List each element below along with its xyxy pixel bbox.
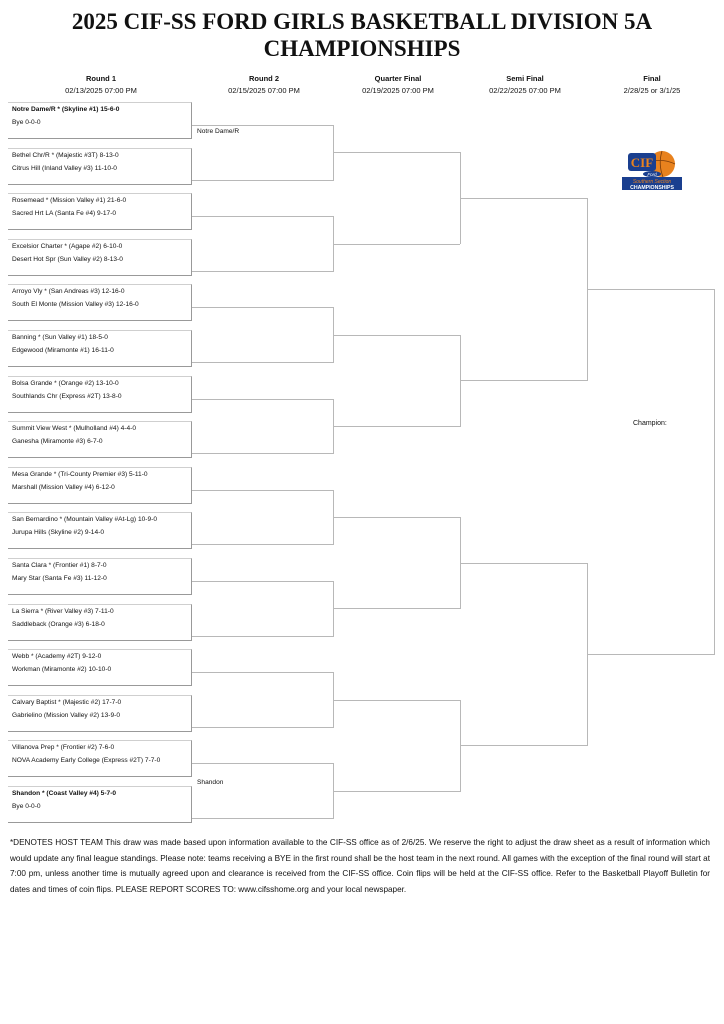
round-header — [36, 73, 166, 97]
quarterfinal-slot-line — [333, 517, 460, 518]
round-date: 02/13/2025 07:00 PM — [65, 86, 137, 95]
team-entry: Villanova Prep * (Frontier #2) 7-6-0 — [12, 744, 115, 752]
round-name: Round 1 — [86, 74, 116, 83]
team-entry: Webb * (Academy #2T) 9-12-0 — [12, 653, 102, 661]
round1-game — [8, 740, 192, 777]
team-entry: Jurupa Hills (Skyline #2) 9-14-0 — [12, 529, 104, 537]
round-header — [587, 73, 717, 97]
round2-slot-line — [192, 180, 333, 181]
round1-game — [8, 330, 192, 367]
quarterfinal-slot-line — [333, 335, 460, 336]
team-entry: Ganesha (Miramonte #3) 6-7-0 — [12, 438, 103, 446]
round1-game — [8, 102, 192, 139]
quarterfinal-slot-line — [333, 700, 460, 701]
team-entry: Edgewood (Miramonte #1) 16-11-0 — [12, 347, 114, 354]
team-entry: Rosemead * (Mission Valley #1) 21-6-0 — [12, 197, 127, 205]
footnote: *DENOTES HOST TEAM This draw was made based upon information available to the CIF-SS office as of 2/6/25. We reserve the right to adjust the draw sheet as a result of information which would update any final league standings. Please note: teams receiving a BYE in the first round shall be the host team in the next round. All games with the exception of the final round will start at 7:00 pm, unless another time is mutually agreed upon and clearance is received from the CIF-SS office. Coin flips will be held at the CIF-SS office. Refer to the Basketball Playoff Bulletin for dates and times of coin flips. PLEASE REPORT SCORES TO: www.cifsshome.org and your local newspaper. — [10, 838, 710, 894]
round2-slot-line — [192, 399, 333, 400]
round2-slot-line — [192, 544, 333, 545]
round2-slot-line — [192, 307, 333, 308]
round1-game — [8, 558, 192, 595]
round-date: 02/22/2025 07:00 PM — [489, 86, 561, 95]
logo-section-text: Southern Section — [632, 179, 672, 185]
team-entry: Gabrielino (Mission Valley #2) 13-9-0 — [12, 711, 120, 719]
round1-game — [8, 512, 192, 549]
round1-game — [8, 376, 192, 413]
semifinal-slot-line — [460, 563, 587, 564]
semifinal-slot-line — [460, 380, 587, 381]
team-entry: Bolsa Grande * (Orange #2) 13-10-0 — [12, 379, 119, 387]
round1-game — [8, 148, 192, 185]
team-entry: Excelsior Charter * (Agape #2) 6-10-0 — [12, 242, 123, 250]
round2-slot-line — [192, 672, 333, 673]
team-entry: Desert Hot Spr (Sun Valley #2) 8-13-0 — [12, 255, 123, 263]
team-entry: Citrus Hill (Inland Valley #3) 11-10-0 — [12, 164, 117, 172]
team-entry: La Sierra * (River Valley #3) 7-11-0 — [12, 607, 114, 615]
round-date: 2/28/25 or 3/1/25 — [623, 86, 681, 95]
team-entry: Saddleback (Orange #3) 6-18-0 — [12, 620, 105, 628]
semifinal-slot-line — [460, 198, 587, 199]
round2-slot-line — [192, 125, 333, 126]
round1-game — [8, 695, 192, 732]
round-date: 02/15/2025 07:00 PM — [228, 86, 300, 95]
final-slot-line — [587, 289, 714, 290]
final-slot-line — [587, 654, 714, 655]
quarterfinal-slot-line — [333, 244, 460, 245]
team-entry: Calvary Baptist * (Majestic #2) 17-7-0 — [12, 698, 122, 706]
team-entry: Summit View West * (Mulholland #4) 4-4-0 — [12, 425, 136, 433]
round1-game — [8, 467, 192, 504]
round1-game — [8, 786, 192, 823]
round2-slot-line — [192, 453, 333, 454]
team-entry: Banning * (Sun Valley #1) 18-5-0 — [12, 334, 108, 341]
round2-slot-line — [192, 581, 333, 582]
round-name: Quarter Final — [374, 74, 422, 83]
final-connector — [714, 289, 715, 655]
round1-game — [8, 649, 192, 686]
logo-championships-text: CHAMPIONSHIPS — [630, 185, 674, 190]
team-entry: Sacred Hrt LA (Santa Fe #4) 9-17-0 — [12, 210, 117, 218]
round-header — [460, 73, 590, 97]
round2-slot-line — [192, 818, 333, 819]
team-entry: Bye 0-0-0 — [12, 803, 41, 810]
round-name: Semi Final — [506, 74, 544, 83]
team-entry: Workman (Miramonte #2) 10-10-0 — [12, 666, 112, 674]
round-header — [333, 73, 463, 97]
logo-ford-text: Ford — [647, 172, 657, 177]
round1-game — [8, 193, 192, 230]
page-title: 2025 CIF-SS FORD GIRLS BASKETBALL DIVISION 5A CHAMPIONSHIPS — [71, 9, 653, 61]
round2-slot-line — [192, 636, 333, 637]
cif-ss-championships-logo — [622, 148, 682, 190]
team-entry: Shandon * (Coast Valley #4) 5-7-0 — [12, 790, 117, 797]
team-entry: Marshall (Mission Valley #4) 6-12-0 — [12, 483, 115, 491]
round1-game — [8, 239, 192, 276]
quarterfinal-slot-line — [333, 426, 460, 427]
round1-game — [8, 604, 192, 641]
team-entry: Bye 0-0-0 — [12, 119, 41, 126]
round-header — [199, 73, 329, 97]
round-name: Final — [643, 74, 661, 83]
team-entry: NOVA Academy Early College (Express #2T) 7-7-0 — [12, 757, 161, 765]
team-entry: Arroyo Vly * (San Andreas #3) 12-16-0 — [12, 288, 125, 296]
team-entry: Notre Dame/R * (Skyline #1) 15-6-0 — [12, 106, 120, 113]
champion-label: Champion: — [633, 420, 667, 427]
team-entry: Bethel Chr/R * (Majestic #3T) 8-13-0 — [12, 151, 119, 159]
round2-slot-line — [192, 490, 333, 491]
round1-game — [8, 284, 192, 321]
round2-slot-line — [192, 216, 333, 217]
team-entry: San Bernardino * (Mountain Valley #At-Lg) 10-9-0 — [12, 516, 158, 524]
round2-advanced-team-bottom: Shandon — [197, 779, 224, 786]
quarterfinal-slot-line — [333, 608, 460, 609]
quarterfinal-slot-line — [333, 152, 460, 153]
round2-slot-line — [192, 271, 333, 272]
team-entry: Mesa Grande * (Tri-County Premier #3) 5-11-0 — [12, 470, 148, 478]
logo-cif-text: CIF — [630, 155, 654, 170]
team-entry: South El Monte (Mission Valley #3) 12-16-0 — [12, 301, 139, 309]
quarterfinal-slot-line — [333, 791, 460, 792]
team-entry: Mary Star (Santa Fe #3) 11-12-0 — [12, 575, 107, 582]
round-name: Round 2 — [249, 74, 279, 83]
round2-advanced-team-top: Notre Dame/R — [197, 128, 240, 135]
round1-game — [8, 421, 192, 458]
round2-slot-line — [192, 727, 333, 728]
team-entry: Santa Clara * (Frontier #1) 8-7-0 — [12, 562, 107, 569]
team-entry: Southlands Chr (Express #2T) 13-8-0 — [12, 392, 122, 400]
round2-slot-line — [192, 362, 333, 363]
round2-slot-line — [192, 763, 333, 764]
round-date: 02/19/2025 07:00 PM — [362, 86, 434, 95]
semifinal-slot-line — [460, 745, 587, 746]
